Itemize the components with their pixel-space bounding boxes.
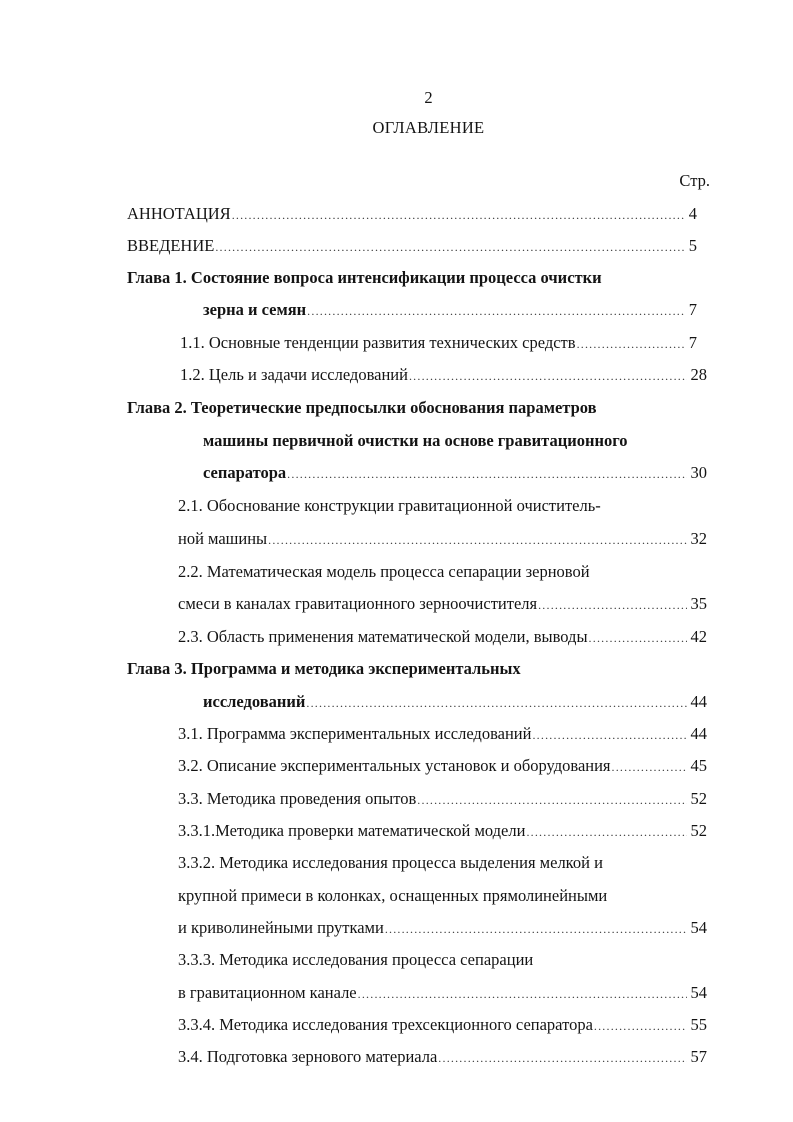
toc-page-number: 7 xyxy=(688,300,697,319)
toc-entry-text: исследований xyxy=(203,692,306,711)
toc-entry-3-3-4[interactable] xyxy=(178,1015,707,1035)
leader-dots xyxy=(526,822,686,842)
toc-page-number: 52 xyxy=(690,789,707,808)
page-column-label: Стр. xyxy=(679,171,710,190)
toc-entry-3-3-3-line1[interactable]: 3.3.3. Методика исследования процесса сепарации xyxy=(178,950,534,969)
leader-dots xyxy=(409,366,687,386)
leader-dots xyxy=(594,1016,687,1036)
toc-entry-3-3-2-line3[interactable] xyxy=(178,918,707,938)
toc-entry-3-3-1[interactable] xyxy=(178,821,707,841)
toc-chapter-3-line1[interactable]: Глава 3. Программа и методика экспериментальных xyxy=(127,659,521,678)
toc-entry-3-3-2-line2[interactable]: крупной примеси в колонках, оснащенных прямолинейными xyxy=(178,886,608,905)
page-number: 2 xyxy=(424,88,433,107)
toc-page-number: 54 xyxy=(690,983,707,1002)
toc-page-number: 4 xyxy=(688,204,697,223)
toc-entry-text: и криволинейными прутками xyxy=(178,918,384,937)
toc-page-number: 44 xyxy=(690,692,707,711)
leader-dots xyxy=(538,595,686,615)
toc-page-number: 30 xyxy=(690,463,707,482)
toc-entry-text: сепаратора xyxy=(203,463,287,482)
toc-entry-text: 3.3.1.Методика проверки математической модели xyxy=(178,821,526,840)
toc-chapter-2-line2[interactable]: машины первичной очистки на основе гравитационного xyxy=(203,431,628,450)
toc-entry-text: 1.1. Основные тенденции развития технических средств xyxy=(180,333,576,352)
toc-page-number: 42 xyxy=(690,627,707,646)
toc-entry-text: 3.3. Методика проведения опытов xyxy=(178,789,417,808)
toc-entry-text: ВВЕДЕНИЕ xyxy=(127,236,215,255)
toc-entry-text: 1.2. Цель и задачи исследований xyxy=(180,365,408,384)
toc-entry-text: 2.3. Область применения математической модели, выводы xyxy=(178,627,588,646)
leader-dots xyxy=(268,530,686,550)
toc-entry-2-2-line1[interactable]: 2.2. Математическая модель процесса сепарации зерновой xyxy=(178,562,590,581)
toc-entry-text: 3.1. Программа экспериментальных исследований xyxy=(178,724,532,743)
toc-page-number: 55 xyxy=(690,1015,707,1034)
toc-entry-text: 3.3.4. Методика исследования трехсекционного сепаратора xyxy=(178,1015,593,1034)
toc-chapter-1-line2[interactable] xyxy=(203,300,697,320)
leader-dots xyxy=(612,757,687,777)
toc-page-number: 35 xyxy=(690,594,707,613)
toc-entry-3-4[interactable] xyxy=(178,1047,707,1067)
toc-entry-3-3-3-line2[interactable] xyxy=(178,983,707,1003)
toc-chapter-2-line1[interactable]: Глава 2. Теоретические предпосылки обоснования параметров xyxy=(127,398,597,417)
leader-dots xyxy=(417,790,686,810)
leader-dots xyxy=(358,984,687,1004)
leader-dots xyxy=(589,628,687,648)
toc-entry-3-3[interactable] xyxy=(178,789,707,809)
page-title: ОГЛАВЛЕНИЕ xyxy=(372,118,485,137)
toc-chapter-1-line1[interactable]: Глава 1. Состояние вопроса интенсификации процесса очистки xyxy=(127,268,602,287)
toc-page-number: 5 xyxy=(688,236,697,255)
toc-entry-3-1[interactable] xyxy=(178,724,707,744)
leader-dots xyxy=(307,301,685,321)
leader-dots xyxy=(215,237,684,257)
toc-entry-introduction[interactable] xyxy=(127,236,697,256)
toc-entry-text: зерна и семян xyxy=(203,300,307,319)
toc-chapter-2-line3[interactable] xyxy=(203,463,707,483)
leader-dots xyxy=(232,205,685,225)
toc-entry-3-3-2-line1[interactable]: 3.3.2. Методика исследования процесса выделения мелкой и xyxy=(178,853,603,872)
toc-page-number: 44 xyxy=(690,724,707,743)
toc-page-number: 45 xyxy=(690,756,707,775)
toc-entry-text: в гравитационном канале xyxy=(178,983,357,1002)
leader-dots xyxy=(287,464,686,484)
toc-entry-1-1[interactable] xyxy=(180,333,697,353)
leader-dots xyxy=(532,725,686,745)
toc-entry-text: АННОТАЦИЯ xyxy=(127,204,231,223)
toc-entry-2-2-line2[interactable] xyxy=(178,594,707,614)
toc-page-number: 7 xyxy=(688,333,697,352)
toc-entry-3-2[interactable] xyxy=(178,756,707,776)
toc-entry-text: 3.4. Подготовка зернового материала xyxy=(178,1047,438,1066)
toc-page-number: 54 xyxy=(690,918,707,937)
toc-page-number: 28 xyxy=(690,365,707,384)
toc-entry-text: смеси в каналах гравитационного зерноочистителя xyxy=(178,594,538,613)
leader-dots xyxy=(306,693,686,713)
toc-chapter-3-line2[interactable] xyxy=(203,692,707,712)
toc-entry-2-1-line2[interactable] xyxy=(178,529,707,549)
toc-entry-1-2[interactable] xyxy=(180,365,707,385)
leader-dots xyxy=(385,919,687,939)
toc-page-number: 32 xyxy=(690,529,707,548)
toc-page-number: 52 xyxy=(690,821,707,840)
toc-entry-annotation[interactable] xyxy=(127,204,697,224)
leader-dots xyxy=(438,1048,686,1068)
toc-entry-text: 3.2. Описание экспериментальных установок и оборудования xyxy=(178,756,611,775)
toc-entry-2-1-line1[interactable]: 2.1. Обоснование конструкции гравитационной очиститель- xyxy=(178,496,601,515)
toc-page-number: 57 xyxy=(690,1047,707,1066)
toc-entry-text: ной машины xyxy=(178,529,268,548)
toc-entry-2-3[interactable] xyxy=(178,627,707,647)
leader-dots xyxy=(577,334,685,354)
